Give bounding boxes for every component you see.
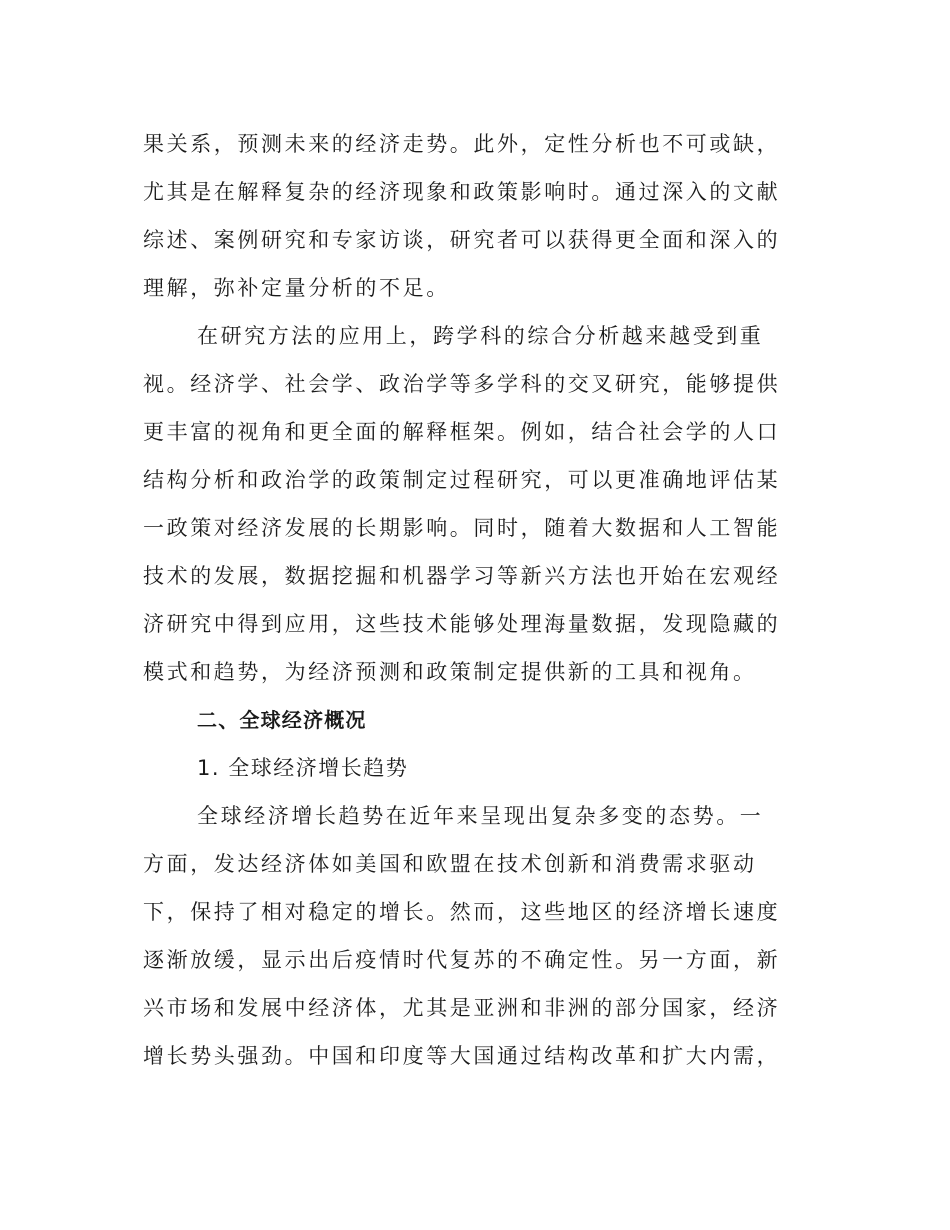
text-line: 下，保持了相对稳定的增长。然而，这些地区的经济增长速度 xyxy=(143,900,781,924)
text-line: 全球经济增长趋势在近年来呈现出复杂多变的态势。一 xyxy=(197,804,764,828)
text-line: 一政策对经济发展的长期影响。同时，随着大数据和人工智能 xyxy=(143,516,781,540)
text-line: 逐渐放缓，显示出后疫情时代复苏的不确定性。另一方面，新 xyxy=(143,948,781,972)
text-line: 结构分析和政治学的政策制定过程研究，可以更准确地评估某 xyxy=(143,468,781,492)
text-line: 济研究中得到应用，这些技术能够处理海量数据，发现隐藏的 xyxy=(143,612,781,636)
text-line: 理解，弥补定量分析的不足。 xyxy=(143,276,450,300)
paragraph-global-growth xyxy=(143,792,811,1080)
text-line: 方面，发达经济体如美国和欧盟在技术创新和消费需求驱动 xyxy=(143,852,757,876)
paragraph-interdisciplinary xyxy=(143,312,811,696)
text-line: 更丰富的视角和更全面的解释框架。例如，结合社会学的人口 xyxy=(143,420,781,444)
text-line: 果关系，预测未来的经济走势。此外，定性分析也不可或缺， xyxy=(143,132,781,156)
text-line: 兴市场和发展中经济体，尤其是亚洲和非洲的部分国家，经济 xyxy=(143,996,781,1020)
paragraph-methods-continued xyxy=(143,120,811,312)
subsection-heading: 1. 全球经济增长趋势 xyxy=(197,756,409,780)
text-line: 模式和趋势，为经济预测和政策制定提供新的工具和视角。 xyxy=(143,660,757,684)
text-line: 在研究方法的应用上，跨学科的综合分析越来越受到重 xyxy=(197,324,764,348)
text-line: 综述、案例研究和专家访谈，研究者可以获得更全面和深入的 xyxy=(143,228,781,252)
section-heading: 二、全球经济概况 xyxy=(197,708,367,732)
text-line: 技术的发展，数据挖掘和机器学习等新兴方法也开始在宏观经 xyxy=(143,564,781,588)
document-body xyxy=(143,120,811,1080)
text-line: 视。经济学、社会学、政治学等多学科的交叉研究，能够提供 xyxy=(143,372,781,396)
text-line: 增长势头强劲。中国和印度等大国通过结构改革和扩大内需， xyxy=(143,1044,781,1068)
text-line: 尤其是在解释复杂的经济现象和政策影响时。通过深入的文献 xyxy=(143,180,781,204)
